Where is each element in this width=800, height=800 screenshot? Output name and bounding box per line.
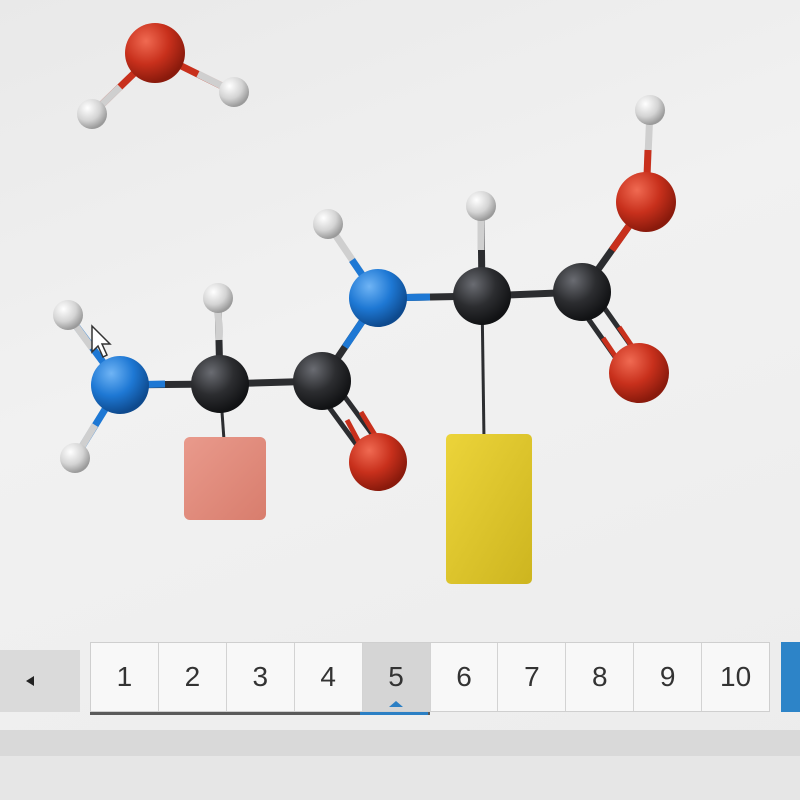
oxygen-atom [349, 433, 407, 491]
next-page-button[interactable] [781, 642, 800, 712]
page-button[interactable]: 10 [702, 643, 769, 711]
hydrogen-atom [635, 95, 665, 125]
side-chain-block-large[interactable] [446, 434, 532, 584]
previous-page-button[interactable] [0, 650, 80, 712]
side-chain-block-small[interactable] [184, 437, 266, 520]
page-button[interactable]: 6 [431, 643, 499, 711]
left-triangle-icon [26, 676, 34, 686]
page-button[interactable]: 8 [566, 643, 634, 711]
page-button[interactable]: 7 [498, 643, 566, 711]
hydrogen-atom [53, 300, 83, 330]
water-molecule[interactable] [77, 23, 249, 129]
dipeptide-atoms [53, 95, 676, 491]
hydrogen-atom [466, 191, 496, 221]
page-button[interactable]: 9 [634, 643, 702, 711]
page-button-active[interactable]: 5 [363, 643, 431, 711]
progress-track [90, 712, 770, 715]
footer-strip [0, 730, 800, 756]
hydrogen-atom [203, 283, 233, 313]
oxygen-atom [616, 172, 676, 232]
hydrogen-atom [313, 209, 343, 239]
pagination-bar [0, 640, 800, 720]
carbon-atom [453, 267, 511, 325]
water-hydrogen-atom [219, 77, 249, 107]
water-hydrogen-atom [77, 99, 107, 129]
oxygen-atom [609, 343, 669, 403]
page-list [90, 642, 770, 712]
carbon-atom [553, 263, 611, 321]
page-button[interactable]: 4 [295, 643, 363, 711]
progress-current-marker [360, 712, 428, 715]
water-oxygen-atom [125, 23, 185, 83]
nitrogen-atom [91, 356, 149, 414]
carbon-atom [191, 355, 249, 413]
bottom-area [0, 756, 800, 800]
page-button[interactable]: 2 [159, 643, 227, 711]
nitrogen-atom [349, 269, 407, 327]
hydrogen-atom [60, 443, 90, 473]
page-button[interactable]: 1 [91, 643, 159, 711]
page-button[interactable]: 3 [227, 643, 295, 711]
carbon-atom [293, 352, 351, 410]
